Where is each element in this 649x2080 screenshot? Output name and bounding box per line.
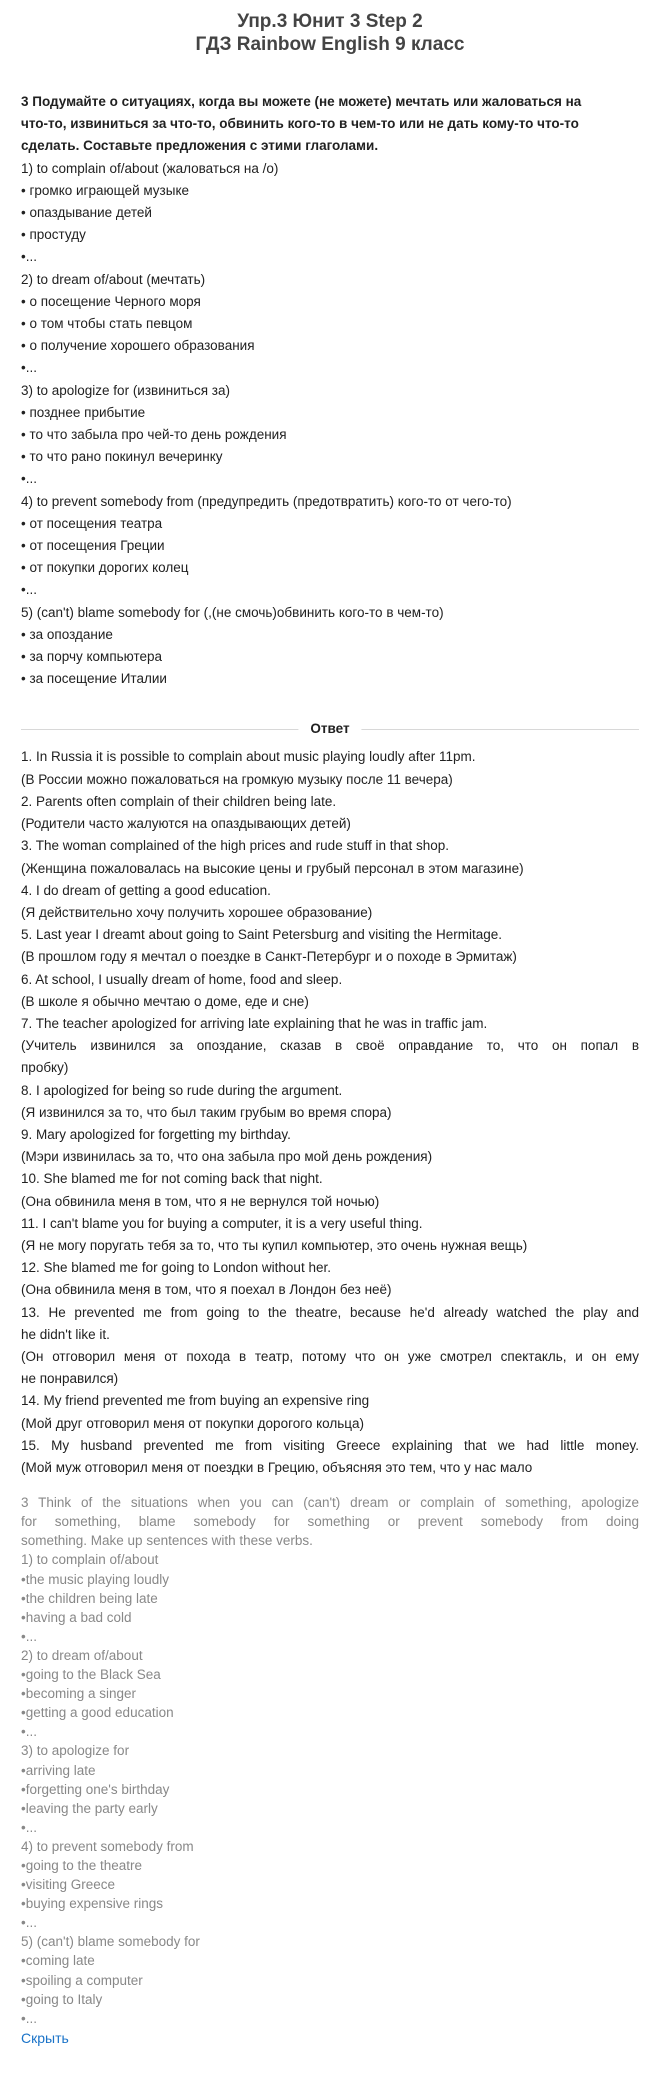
answer-line: (Учитель извинился за опоздание, сказав в своё оправдание то, что он попал в [21, 1038, 639, 1054]
task-russian [21, 91, 639, 690]
task-line: •... [21, 360, 37, 376]
english-line: •the children being late [21, 1590, 158, 1606]
english-line: •coming late [21, 1953, 95, 1969]
title-line-2: ГДЗ Rainbow English 9 класс [195, 34, 465, 55]
answer-line: 8. I apologized for being so rude during the argument. [21, 1082, 343, 1098]
task-line: • за посещение Италии [21, 671, 167, 687]
english-line: •... [21, 2010, 37, 2026]
task-line: •... [21, 471, 37, 487]
english-line: •... [21, 1819, 37, 1835]
task-line: • то что забыла про чей-то день рождения [21, 427, 287, 443]
english-line: •leaving the party early [21, 1800, 158, 1816]
answer-list [21, 746, 639, 1479]
english-line: •buying expensive rings [21, 1896, 164, 1912]
english-line: •spoiling a computer [21, 1972, 143, 1988]
task-line: • позднее прибытие [21, 404, 146, 420]
task-intro-line: что-то, извиниться за что-то, обвинить кого-то в чем-то или не дать кому-то что-то [21, 116, 579, 132]
task-line: •... [21, 249, 37, 265]
answer-line: 6. At school, I usually dream of home, food and sleep. [21, 971, 343, 987]
answer-line: (В прошлом году я мечтал о поездке в Санкт-Петербург и о походе в Эрмитаж) [21, 949, 517, 965]
task-line: • за опоздание [21, 626, 113, 642]
answer-line: (Она обвинила меня в том, что я поехал в Лондон без неё) [21, 1282, 392, 1298]
task-line: • простуду [21, 227, 86, 243]
english-line: •going to the Black Sea [21, 1667, 161, 1683]
task-intro-line: сделать. Составьте предложения с этими глаголами. [21, 138, 379, 154]
english-line: •the music playing loudly [21, 1571, 170, 1587]
answer-line: 1. In Russia it is possible to complain about music playing loudly after 11pm. [21, 749, 476, 765]
task-line: • громко играющей музыке [21, 182, 190, 198]
english-line: •... [21, 1724, 37, 1740]
task-line: • от посещения театра [21, 515, 163, 531]
answer-line: не понравился) [21, 1371, 119, 1387]
answer-line: (В школе я обычно мечтаю о доме, еде и сне) [21, 993, 309, 1009]
task-line: •... [21, 582, 37, 598]
answer-line: 4. I do dream of getting a good education. [21, 882, 271, 898]
task-intro-line: 3 Подумайте о ситуациях, когда вы можете (не можете) мечтать или жаловаться на [21, 94, 582, 109]
answer-line: (Мэри извинилась за то, что она забыла про мой день рождения) [21, 1149, 433, 1165]
task-line: • о получение хорошего образования [21, 338, 255, 354]
answer-line: 13. He prevented me from going to the theatre, because he'd already watched the play and [21, 1304, 639, 1320]
task-english [21, 1493, 639, 2028]
task-line: • опаздывание детей [21, 205, 152, 221]
answer-line: (Он отговорил меня от похода в театр, потому что он уже смотрел спектакль, и он ему [21, 1348, 639, 1364]
answer-heading-label: Ответ [298, 718, 361, 740]
answer-line: (Женщина пожаловалась на высокие цены и грубый персонал в этом магазине) [21, 860, 524, 876]
task-line: 5) (can't) blame somebody for (,(не смочь)обвинить кого-то в чем-то) [21, 604, 444, 620]
english-line: •... [21, 1628, 37, 1644]
english-line: 4) to prevent somebody from [21, 1838, 194, 1854]
english-line: •getting a good education [21, 1705, 174, 1721]
english-intro-line: for something, blame somebody for something or prevent somebody from doing [21, 1514, 639, 1530]
answer-heading [21, 718, 639, 740]
english-intro-line: something. Make up sentences with these verbs. [21, 1533, 313, 1549]
english-intro-line: 3 Think of the situations when you can (can't) dream or complain of something, apologize [21, 1495, 639, 1511]
answer-line: (Мой муж отговорил меня от поездки в Грецию, объясняя это тем, что у нас мало [21, 1459, 533, 1475]
page-title [21, 10, 639, 56]
answer-line: (Родители часто жалуются на опаздывающих детей) [21, 816, 351, 832]
answer-line: 11. I can't blame you for buying a computer, it is a very useful thing. [21, 1215, 423, 1231]
hide-link[interactable]: Скрыть [21, 2029, 69, 2046]
answer-line: 7. The teacher apologized for arriving late explaining that he was in traffic jam. [21, 1015, 488, 1031]
answer-line: (Она обвинила меня в том, что я не вернулся той ночью) [21, 1193, 380, 1209]
task-line: • от посещения Греции [21, 538, 165, 554]
english-line: •going to the theatre [21, 1857, 143, 1873]
task-line: • то что рано покинул вечеринку [21, 449, 223, 465]
answer-line: пробку) [21, 1060, 69, 1076]
task-line: 2) to dream of/about (мечтать) [21, 271, 206, 287]
answer-line: 14. My friend prevented me from buying an expensive ring [21, 1393, 370, 1409]
answer-line: 12. She blamed me for going to London without her. [21, 1260, 331, 1276]
answer-line: he didn't like it. [21, 1326, 110, 1342]
task-line: • за порчу компьютера [21, 649, 163, 665]
task-line: • о том чтобы стать певцом [21, 316, 193, 332]
answer-line: 2. Parents often complain of their children being late. [21, 793, 337, 809]
english-line: 1) to complain of/about [21, 1552, 159, 1568]
answer-line: 15. My husband prevented me from visiting Greece explaining that we had little money. [21, 1437, 639, 1453]
english-line: 3) to apologize for [21, 1743, 130, 1759]
answer-line: (В России можно пожаловаться на громкую музыку после 11 вечера) [21, 771, 453, 787]
answer-line: (Мой друг отговорил меня от покупки дорогого кольца) [21, 1415, 365, 1431]
english-line: •having a bad cold [21, 1609, 132, 1625]
answer-line: (Я действительно хочу получить хорошее образование) [21, 904, 373, 920]
english-line: 2) to dream of/about [21, 1647, 143, 1663]
english-line: •... [21, 1915, 37, 1931]
task-line: • о посещение Черного моря [21, 293, 201, 309]
answer-line: 5. Last year I dreamt about going to Saint Petersburg and visiting the Hermitage. [21, 927, 503, 943]
english-line: 5) (can't) blame somebody for [21, 1934, 200, 1950]
task-line: • от покупки дорогих колец [21, 560, 189, 576]
answer-line: (Я извинился за то, что был таким грубым во время спора) [21, 1104, 392, 1120]
answer-line: 9. Mary apologized for forgetting my birthday. [21, 1126, 291, 1142]
english-line: •going to Italy [21, 1991, 103, 2007]
page [21, 10, 639, 2048]
english-line: •visiting Greece [21, 1877, 116, 1893]
answer-line: 3. The woman complained of the high prices and rude stuff in that shop. [21, 838, 450, 854]
answer-line: (Я не могу поругать тебя за то, что ты купил компьютер, это очень нужная вещь) [21, 1237, 528, 1253]
answer-line: 10. She blamed me for not coming back that night. [21, 1171, 323, 1187]
task-line: 4) to prevent somebody from (предупредить (предотвратить) кого-то от чего-то) [21, 493, 512, 509]
task-line: 3) to apologize for (извиниться за) [21, 382, 230, 398]
english-line: •becoming a singer [21, 1686, 137, 1702]
english-line: •forgetting one's birthday [21, 1781, 170, 1797]
task-line: 1) to complain of/about (жаловаться на /о) [21, 160, 279, 176]
title-line-1: Упр.3 Юнит 3 Step 2 [237, 11, 423, 32]
english-line: •arriving late [21, 1762, 96, 1778]
